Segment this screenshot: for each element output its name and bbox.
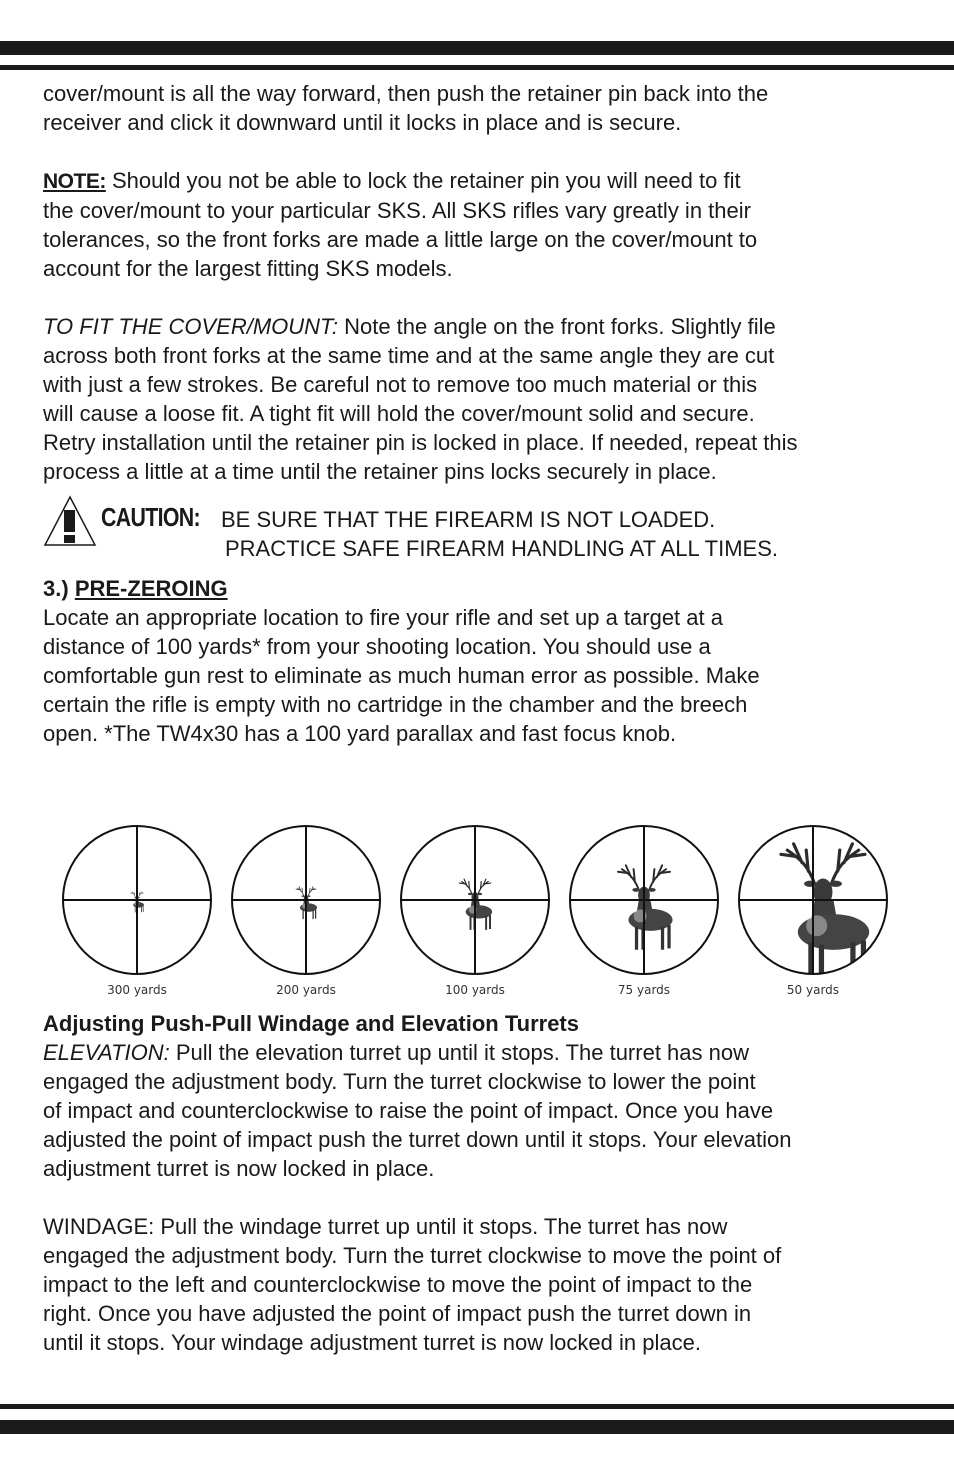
scope-view bbox=[232, 826, 380, 997]
note-line: tolerances, so the front forks are made a little large on the cover/mount to bbox=[43, 227, 758, 252]
elevation-line: of impact and counterclockwise to raise the point of impact. Once you have bbox=[43, 1098, 774, 1123]
turrets-heading: Adjusting Push-Pull Windage and Elevation Turrets bbox=[43, 1011, 579, 1036]
elevation-line: adjusted the point of impact push the turret down until it stops. Your elevation bbox=[43, 1127, 792, 1152]
windage-line: impact to the left and counterclockwise to move the point of impact to the bbox=[43, 1272, 753, 1297]
fit-line: across both front forks at the same time and at the same angle they are cut bbox=[43, 343, 775, 368]
top-rule-thick bbox=[0, 41, 954, 55]
prezero-line: open. *The TW4x30 has a 100 yard parallax and fast focus knob. bbox=[43, 721, 677, 746]
intro-line: cover/mount is all the way forward, then push the retainer pin back into the bbox=[43, 81, 769, 106]
warning-icon bbox=[43, 495, 97, 547]
note-line: account for the largest fitting SKS models. bbox=[43, 256, 453, 281]
prezero-line: comfortable gun rest to eliminate as much human error as possible. Make bbox=[43, 663, 760, 688]
fit-line: process a little at a time until the retainer pins locks securely in place. bbox=[43, 459, 717, 484]
fit-first-line: Note the angle on the front forks. Slightly file bbox=[337, 314, 776, 339]
scope-view bbox=[739, 826, 887, 997]
note-label: NOTE: bbox=[43, 170, 106, 193]
elevation-label: ELEVATION: bbox=[43, 1040, 170, 1065]
note-line: the cover/mount to your particular SKS. All SKS rifles vary greatly in their bbox=[43, 198, 751, 223]
scope-views-figure bbox=[0, 822, 954, 1002]
windage-line: right. Once you have adjusted the point of impact push the turret down in bbox=[43, 1301, 752, 1326]
scope-view bbox=[63, 826, 211, 997]
bottom-rule-thick bbox=[0, 1420, 954, 1434]
intro-line: receiver and click it downward until it locks in place and is secure. bbox=[43, 110, 682, 135]
prezero-heading bbox=[43, 574, 923, 603]
elevation-first-line: Pull the elevation turret up until it stops. The turret has now bbox=[169, 1040, 749, 1065]
windage-line: WINDAGE: Pull the windage turret up until it stops. The turret has now bbox=[43, 1214, 728, 1239]
top-rule-thin bbox=[0, 65, 954, 70]
prezero-line: distance of 100 yards* from your shooting location. You should use a bbox=[43, 634, 711, 659]
caution-label: CAUTION: bbox=[101, 502, 200, 532]
elevation-line bbox=[43, 1038, 923, 1067]
scope-distance-label: 75 yards bbox=[617, 983, 671, 997]
fit-line: with just a few strokes. Be careful not to remove too much material or this bbox=[43, 372, 758, 397]
section-number: 3.) bbox=[43, 576, 69, 601]
caution-block bbox=[43, 503, 923, 565]
prezero-line: certain the rifle is empty with no cartridge in the chamber and the breech bbox=[43, 692, 748, 717]
fit-line bbox=[43, 312, 923, 341]
windage-line: until it stops. Your windage adjustment turret is now locked in place. bbox=[43, 1330, 701, 1355]
elevation-line: adjustment turret is now locked in place. bbox=[43, 1156, 435, 1181]
prezero-line: Locate an appropriate location to fire your rifle and set up a target at a bbox=[43, 605, 723, 630]
scope-view bbox=[401, 826, 549, 997]
elevation-line: engaged the adjustment body. Turn the turret clockwise to lower the point bbox=[43, 1069, 756, 1094]
scope-view bbox=[570, 826, 718, 997]
caution-line-1: BE SURE THAT THE FIREARM IS NOT LOADED. bbox=[221, 507, 716, 532]
fit-label: TO FIT THE COVER/MOUNT: bbox=[43, 314, 338, 339]
section-title: PRE-ZEROING bbox=[74, 576, 228, 601]
scope-distance-label: 300 yards bbox=[107, 983, 167, 997]
note-line bbox=[43, 166, 923, 196]
bottom-rule-thin bbox=[0, 1404, 954, 1409]
scope-distance-label: 50 yards bbox=[786, 983, 840, 997]
scope-distance-label: 100 yards bbox=[445, 983, 505, 997]
windage-line: engaged the adjustment body. Turn the turret clockwise to move the point of bbox=[43, 1243, 782, 1268]
caution-line-2: PRACTICE SAFE FIREARM HANDLING AT ALL TIMES. bbox=[225, 536, 778, 561]
scope-distance-label: 200 yards bbox=[276, 983, 336, 997]
note-first-line: Should you not be able to lock the retainer pin you will need to fit bbox=[105, 168, 741, 193]
fit-line: Retry installation until the retainer pin is locked in place. If needed, repeat this bbox=[43, 430, 798, 455]
deer-image bbox=[618, 865, 673, 950]
page-content bbox=[43, 79, 923, 1357]
fit-line: will cause a loose fit. A tight fit will hold the cover/mount solid and secure. bbox=[43, 401, 755, 426]
